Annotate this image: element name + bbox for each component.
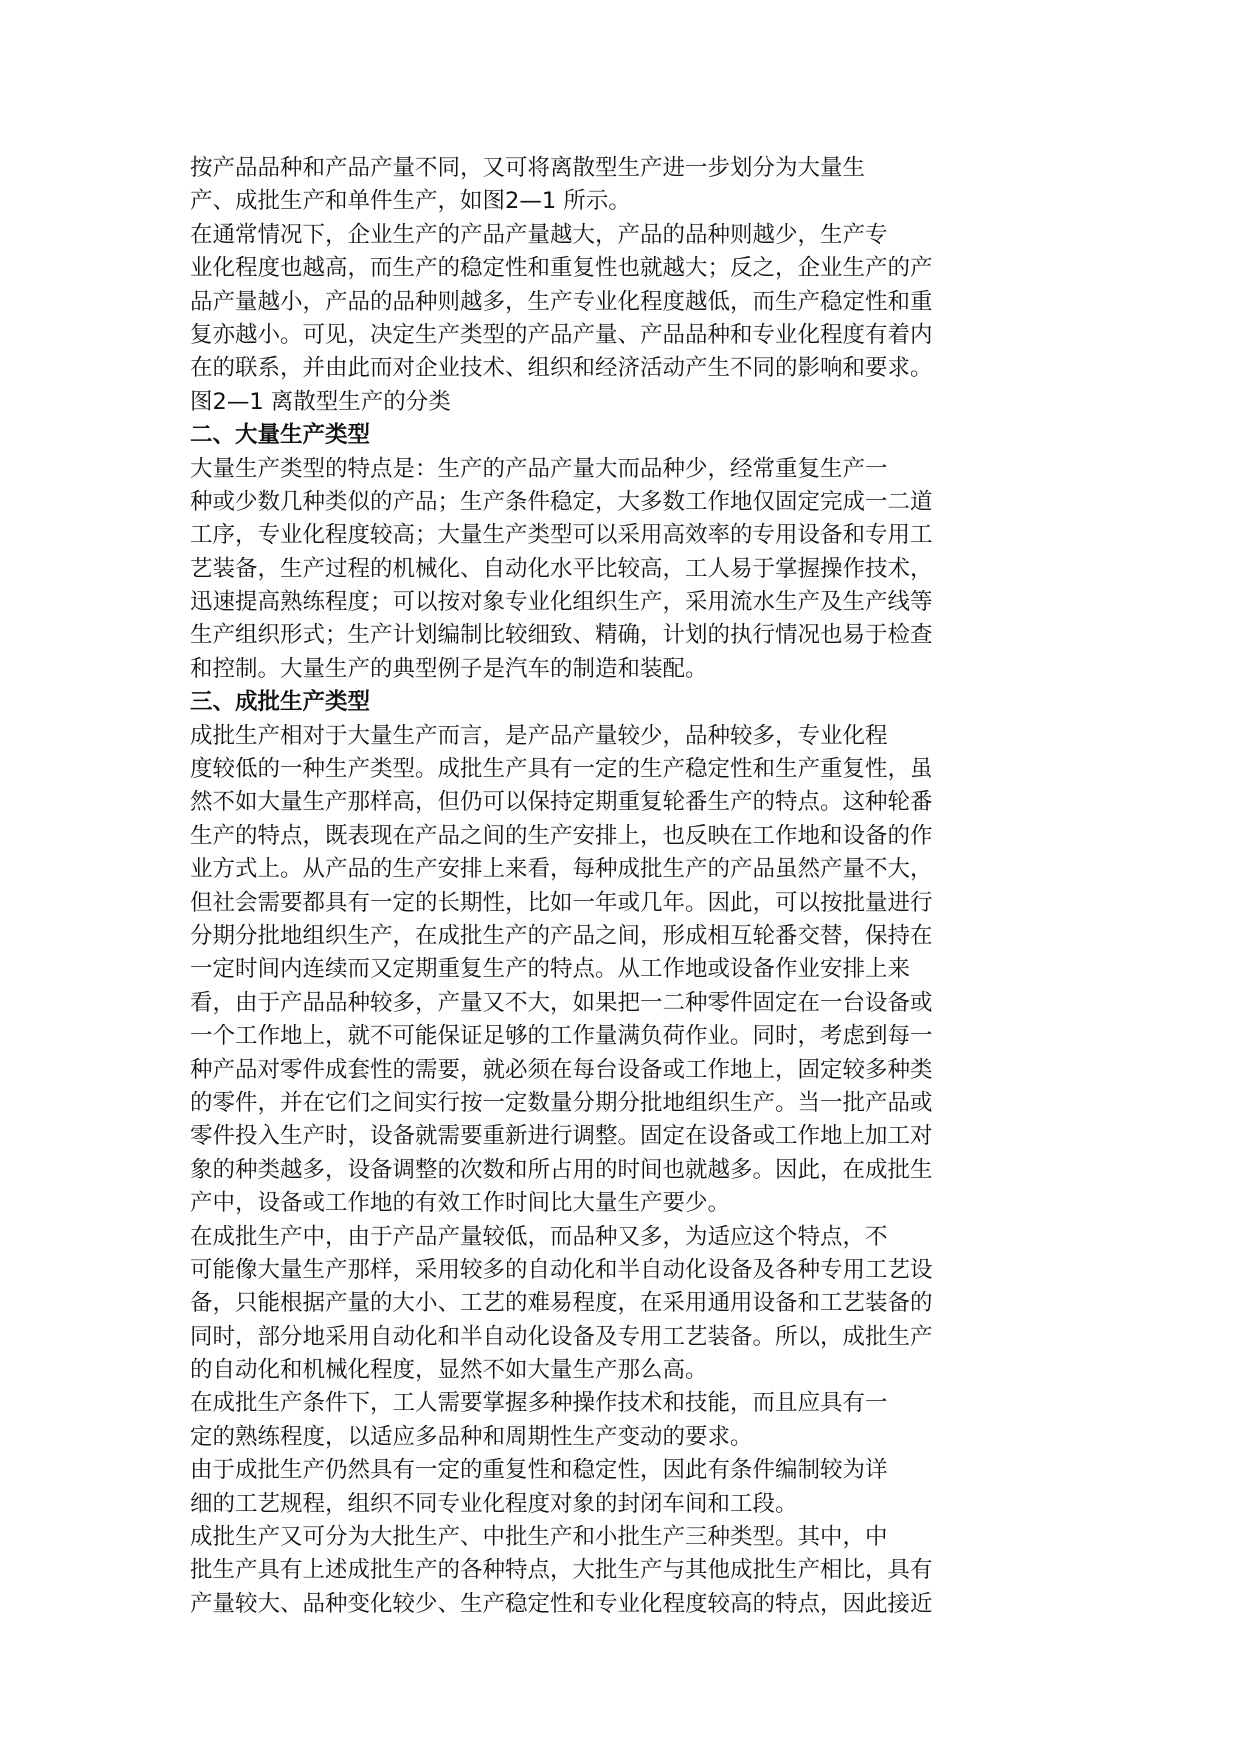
section-heading: 三、成批生产类型 [190, 689, 371, 716]
text-line: 然不如大量生产那样高，但仍可以保持定期重复轮番生产的特点。这种轮番 [190, 789, 933, 816]
text-line: 按产品品种和产品产量不同，又可将离散型生产进一步划分为大量生 [190, 155, 866, 181]
text-line: 细的工艺规程，组织不同专业化程度对象的封闭车间和工段。 [190, 1490, 798, 1517]
text-line: 复亦越小。可见，决定生产类型的产品产量、产品品种和专业化程度有着内 [190, 321, 933, 348]
text-line: 分期分批地组织生产，在成批生产的产品之间，形成相互轮番交替，保持在 [190, 922, 933, 949]
text-line: 产、成批生产和单件生产，如图2—1 所示。 [190, 188, 631, 215]
text-line: 品产量越小，产品的品种则越多，生产专业化程度越低，而生产稳定性和重 [190, 288, 933, 315]
text-line: 图2—1 离散型生产的分类 [190, 388, 451, 415]
text-line: 的自动化和机械化程度，显然不如大量生产那么高。 [190, 1357, 708, 1384]
text-line: 批生产具有上述成批生产的各种特点，大批生产与其他成批生产相比，具有 [190, 1557, 933, 1584]
text-line: 看，由于产品品种较多，产量又不大，如果把一二种零件固定在一台设备或 [190, 989, 933, 1016]
text-line: 艺装备，生产过程的机械化、自动化水平比较高，工人易于掌握操作技术， [190, 555, 933, 582]
text-line: 和控制。大量生产的典型例子是汽车的制造和装配。 [190, 655, 708, 682]
text-line: 一个工作地上，就不可能保证足够的工作量满负荷作业。同时，考虑到每一 [190, 1023, 933, 1050]
text-line: 生产组织形式；生产计划编制比较细致、精确，计划的执行情况也易于检查 [190, 622, 933, 649]
text-line: 定的熟练程度，以适应多品种和周期性生产变动的要求。 [190, 1423, 753, 1450]
text-line: 同时，部分地采用自动化和半自动化设备及专用工艺装备。所以，成批生产 [190, 1323, 933, 1350]
text-line: 度较低的一种生产类型。成批生产具有一定的生产稳定性和生产重复性，虽 [190, 756, 933, 783]
text-line: 在的联系，并由此而对企业技术、组织和经济活动产生不同的影响和要求。 [190, 355, 933, 382]
text-line: 种产品对零件成套性的需要，就必须在每台设备或工作地上，固定较多种类 [190, 1056, 933, 1083]
text-line: 可能像大量生产那样，采用较多的自动化和半自动化设备及各种专用工艺设 [190, 1256, 933, 1283]
text-line: 大量生产类型的特点是：生产的产品产量大而品种少，经常重复生产一 [190, 455, 888, 482]
text-line: 的零件，并在它们之间实行按一定数量分期分批地组织生产。当一批产品或 [190, 1089, 933, 1116]
text-line: 迅速提高熟练程度；可以按对象专业化组织生产，采用流水生产及生产线等 [190, 589, 933, 616]
text-line: 零件投入生产时，设备就需要重新进行调整。固定在设备或工作地上加工对 [190, 1123, 933, 1150]
text-line: 生产的特点，既表现在产品之间的生产安排上，也反映在工作地和设备的作 [190, 822, 933, 849]
text-line: 一定时间内连续而又定期重复生产的特点。从工作地或设备作业安排上来 [190, 956, 911, 983]
text-line: 备，只能根据产量的大小、工艺的难易程度，在采用通用设备和工艺装备的 [190, 1290, 933, 1317]
text-line: 象的种类越多，设备调整的次数和所占用的时间也就越多。因此，在成批生 [190, 1156, 933, 1183]
text-line: 产中，设备或工作地的有效工作时间比大量生产要少。 [190, 1190, 731, 1217]
text-line: 种或少数几种类似的产品；生产条件稳定，大多数工作地仅固定完成一二道 [190, 488, 933, 515]
text-line: 由于成批生产仍然具有一定的重复性和稳定性，因此有条件编制较为详 [190, 1457, 888, 1484]
text-line: 业化程度也越高，而生产的稳定性和重复性也就越大；反之，企业生产的产 [190, 255, 933, 282]
text-line: 成批生产又可分为大批生产、中批生产和小批生产三种类型。其中，中 [190, 1524, 888, 1551]
text-line: 业方式上。从产品的生产安排上来看，每种成批生产的产品虽然产量不大， [190, 856, 933, 883]
text-line: 在通常情况下，企业生产的产品产量越大，产品的品种则越少，生产专 [190, 221, 888, 248]
text-line: 但社会需要都具有一定的长期性，比如一年或几年。因此，可以按批量进行 [190, 889, 933, 916]
text-line: 成批生产相对于大量生产而言，是产品产量较少，品种较多，专业化程 [190, 722, 888, 749]
document-body [190, 152, 1030, 1621]
section-heading: 二、大量生产类型 [190, 422, 371, 449]
text-line: 工序，专业化程度较高；大量生产类型可以采用高效率的专用设备和专用工 [190, 522, 933, 549]
text-line: 在成批生产条件下，工人需要掌握多种操作技术和技能，而且应具有一 [190, 1390, 888, 1417]
text-line: 在成批生产中，由于产品产量较低，而品种又多，为适应这个特点，不 [190, 1223, 888, 1250]
text-line: 产量较大、品种变化较少、生产稳定性和专业化程度较高的特点，因此接近 [190, 1590, 933, 1617]
